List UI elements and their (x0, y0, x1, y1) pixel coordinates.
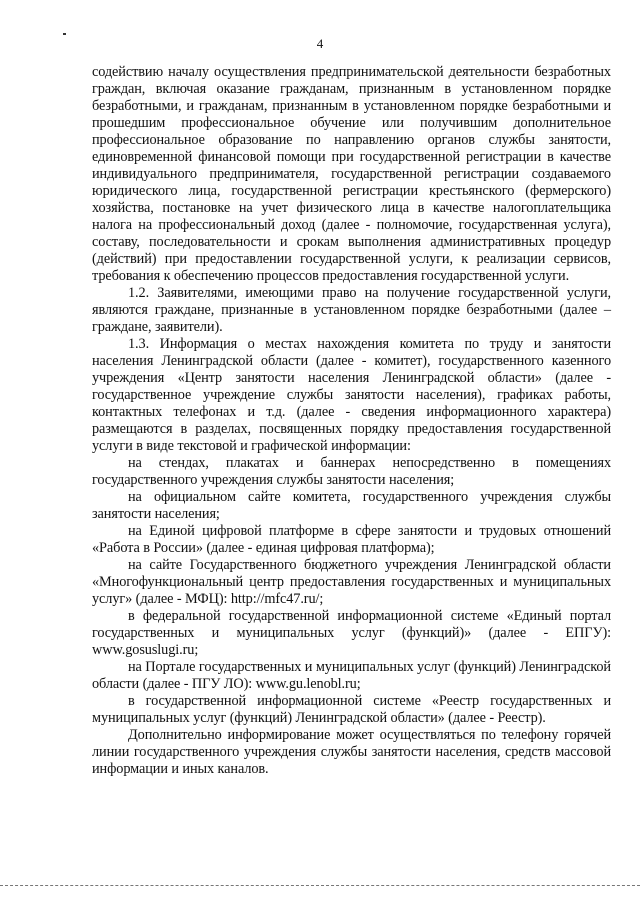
list-item-stands: на стендах, плакатах и баннерах непосредственно в помещениях государственного учреждения службы занятости населения; (92, 455, 611, 488)
paragraph-1-2-applicants: 1.2. Заявителями, имеющими право на получение государственной услуги, являются граждане, признанные в установленном порядке безработными (далее – граждане, заявители). (92, 285, 611, 335)
list-item-registry: в государственной информационной системе «Реестр государственных и муниципальных услуг (функций) Ленинградской области» (далее - Реестр). (92, 693, 611, 726)
list-item-digital-platform: на Единой цифровой платформе в сфере занятости и трудовых отношений «Работа в России» (далее - единая цифровая платформа); (92, 523, 611, 556)
paragraph-service-description: содействию началу осуществления предпринимательской деятельности безработных граждан, включая оказание гражданам, признанным в установленном порядке безработными, и гражданам, признанным в установленном порядке безработными и прошедшим профессиональное обучение или получившим дополнительное профессиональное образование по направлению органов службы занятости, единовременной финансовой помощи при государственной регистрации в качестве индивидуального предпринимателя, государственной регистрации создаваемого юридического лица, государственной регистрации крестьянского (фермерского) хозяйства, постановке на учет физического лица в качестве налогоплательщика налога на профессиональный доход (далее - полномочие, государственная услуга), составу, последовательности и срокам выполнения административных процедур (действий) при предоставлении государственной услуги, к реализации сервисов, требования к обеспечению процессов предоставления государственной услуги. (92, 64, 611, 284)
page-number: 4 (316, 36, 324, 51)
paragraph-additional-info: Дополнительно информирование может осуществляться по телефону горячей линии государственного учреждения службы занятости населения, средств массовой информации и иных каналов. (92, 727, 611, 777)
document-body (92, 64, 611, 778)
list-item-official-site: на официальном сайте комитета, государственного учреждения службы занятости населения; (92, 489, 611, 522)
scan-artifact-dot (63, 33, 66, 35)
list-item-pgu-lo: на Портале государственных и муниципальных услуг (функций) Ленинградской области (далее - ПГУ ЛО): www.gu.lenobl.ru; (92, 659, 611, 692)
paragraph-1-3-information: 1.3. Информация о местах нахождения комитета по труду и занятости населения Ленинградской области (далее - комитет), государственного казенного учреждения «Центр занятости населения Ленинградской области» (далее - государственное учреждение службы занятости населения), графиках работы, контактных телефонах и т.д. (далее - сведения информационного характера) размещаются в разделах, посвященных порядку предоставления государственной услуги в виде текстовой и графической информации: (92, 336, 611, 454)
page-bottom-edge (0, 885, 640, 886)
list-item-mfc-site: на сайте Государственного бюджетного учреждения Ленинградской области «Многофункциональный центр предоставления государственных и муниципальных услуг» (далее - МФЦ): http://mfc47.ru/; (92, 557, 611, 607)
list-item-epgu: в федеральной государственной информационной системе «Единый портал государственных и муниципальных услуг (функций)» (далее - ЕПГУ): www.gosuslugi.ru; (92, 608, 611, 658)
